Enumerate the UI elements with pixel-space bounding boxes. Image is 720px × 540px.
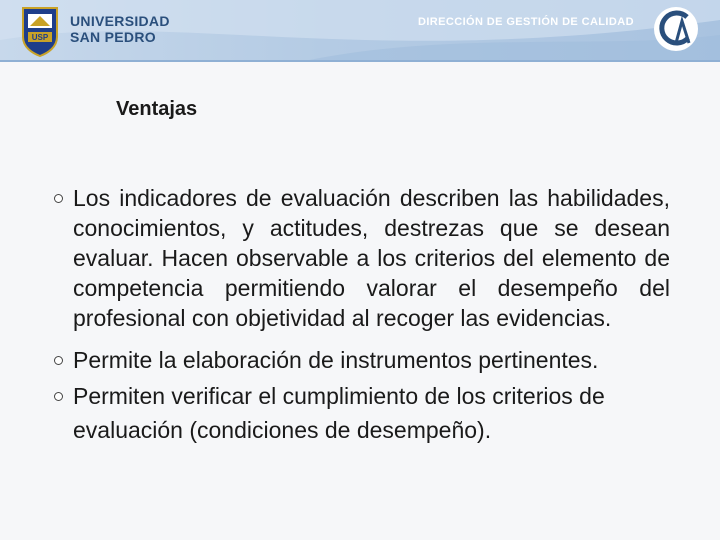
bullet-text: Permite la elaboración de instrumentos pertinentes. bbox=[73, 347, 599, 373]
bullet-icon bbox=[54, 194, 63, 203]
slide-title: Ventajas bbox=[116, 98, 198, 120]
bullet-list bbox=[48, 183, 688, 447]
logo-lettering: GA bbox=[650, 3, 652, 4]
bullet-icon bbox=[54, 392, 63, 401]
header-divider bbox=[0, 60, 720, 62]
university-name bbox=[70, 13, 170, 45]
slide-header bbox=[0, 0, 720, 62]
bullet-item bbox=[48, 379, 673, 447]
bullet-icon bbox=[54, 356, 63, 365]
shield-lettering: USP bbox=[31, 33, 49, 42]
bullet-text: Los indicadores de evaluación describen las habilidades, conocimientos, y actitudes, destrezas que se desean evaluar. Hacen observable a los criterios del elemento de competencia permitiendo valorar el desempeño del profesional con objetividad al recoger las evidencias. bbox=[73, 185, 670, 331]
university-shield-logo bbox=[20, 5, 60, 57]
bullet-item bbox=[48, 183, 670, 333]
bullet-text: Permiten verificar el cumplimiento de los criterios de evaluación (condiciones de desempeño). bbox=[73, 383, 605, 443]
university-name-line2: SAN PEDRO bbox=[70, 29, 156, 45]
department-name: DIRECCIÓN DE GESTIÓN DE CALIDAD bbox=[418, 16, 634, 28]
university-name-line1: UNIVERSIDAD bbox=[70, 13, 170, 29]
quality-office-logo bbox=[650, 3, 702, 55]
bullet-item bbox=[48, 345, 688, 375]
